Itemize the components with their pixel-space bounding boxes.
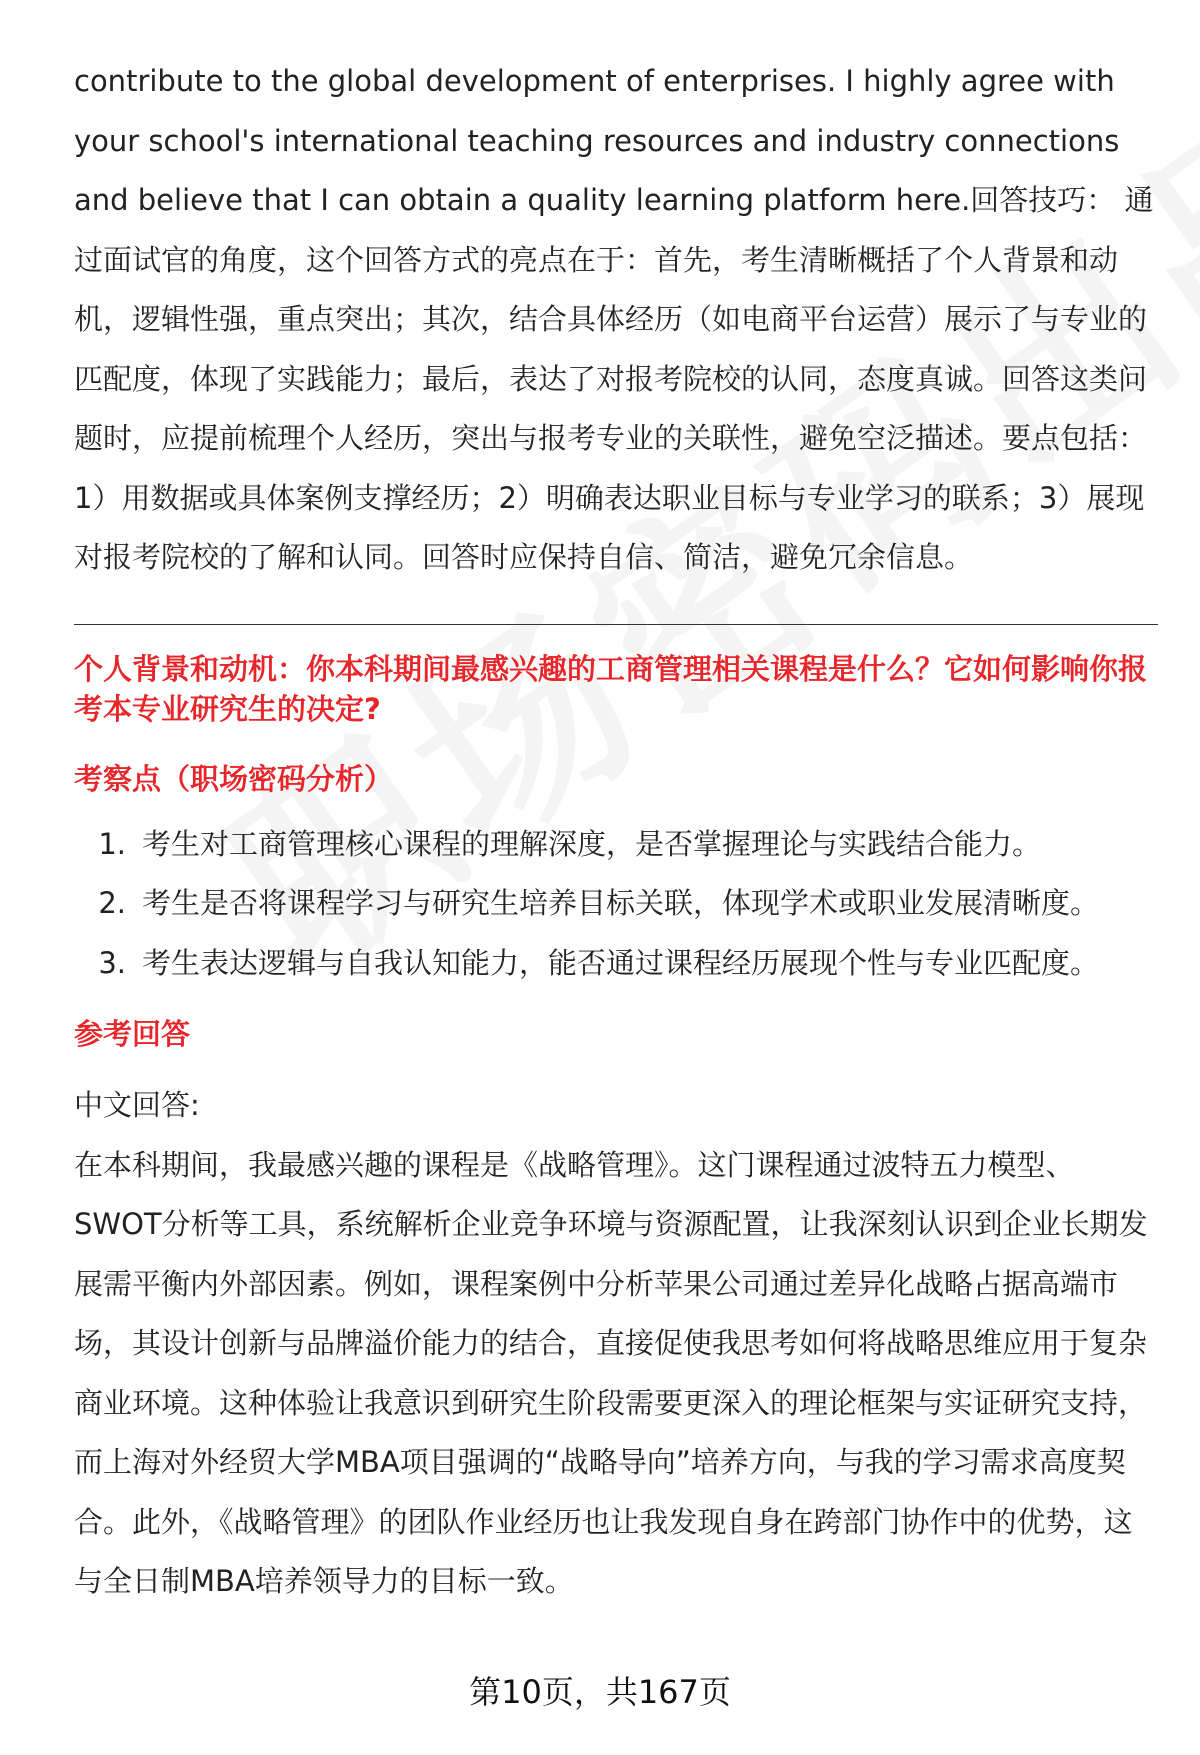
section-divider xyxy=(74,624,1158,625)
assessment-list xyxy=(74,815,1158,994)
list-item xyxy=(74,934,1158,994)
assessment-heading: 考察点（职场密码分析） xyxy=(74,761,394,796)
reference-heading: 参考回答 xyxy=(74,1017,191,1051)
intro-paragraph: contribute to the global development of enterprises. I highly agree with your school's international teaching resources and industry connections and believe that I can obtain a quality learning platform here.回答技巧： 通过面试官的角度，这个回答方式的亮点在于：首先，考生清晰概括了个人背景和动机，逻辑性强，重点突出；其次，结合具体经历（如电商平台运营）展示了与专业的匹配度，体现了实践能力；最后，表达了对报考院校的认同，态度真诚。回答这类问题时，应提前梳理个人经历，突出与报考专业的关联性，避免空泛描述。要点包括：1）用数据或具体案例支撑经历；2）明确表达职业目标与专业学习的联系；3）展现对报考院校的了解和认同。回答时应保持自信、简洁，避免冗余信息。 xyxy=(74,64,1154,574)
list-item-number: 2. xyxy=(98,886,126,920)
page-number: 第10页，共167页 xyxy=(469,1673,731,1711)
question-title: 个人背景和动机：你本科期间最感兴趣的工商管理相关课程是什么？它如何影响你报考本专业研究生的决定? xyxy=(74,651,1148,726)
answer-body: 在本科期间，我最感兴趣的课程是《战略管理》。这门课程通过波特五力模型、SWOT分析等工具，系统解析企业竞争环境与资源配置，让我深刻认识到企业长期发展需平衡内外部因素。例如，课程案例中分析苹果公司通过差异化战略占据高端市场，其设计创新与品牌溢价能力的结合，直接促使我思考如何将战略思维应用于复杂商业环境。这种体验让我意识到研究生阶段需要更深入的理论框架与实证研究支持，而上海对外经贸大学MBA项目强调的“战略导向”培养方向，与我的学习需求高度契合。此外，《战略管理》的团队作业经历也让我发现自身在跨部门协作中的优势，这与全日制MBA培养领导力的目标一致。 xyxy=(74,1147,1148,1598)
list-item-number: 1. xyxy=(98,826,126,861)
list-item xyxy=(74,874,1158,934)
list-item-text: 考生是否将课程学习与研究生培养目标关联，体现学术或职业发展清晰度。 xyxy=(142,886,1100,920)
list-item-text: 考生对工商管理核心课程的理解深度，是否掌握理论与实践结合能力。 xyxy=(142,826,1042,861)
list-item xyxy=(74,815,1158,875)
list-item-text: 考生表达逻辑与自我认知能力，能否通过课程经历展现个性与专业匹配度。 xyxy=(142,945,1100,980)
list-item-number: 3. xyxy=(98,945,126,980)
answer-label: 中文回答: xyxy=(74,1088,200,1122)
page-content xyxy=(74,52,1158,1612)
